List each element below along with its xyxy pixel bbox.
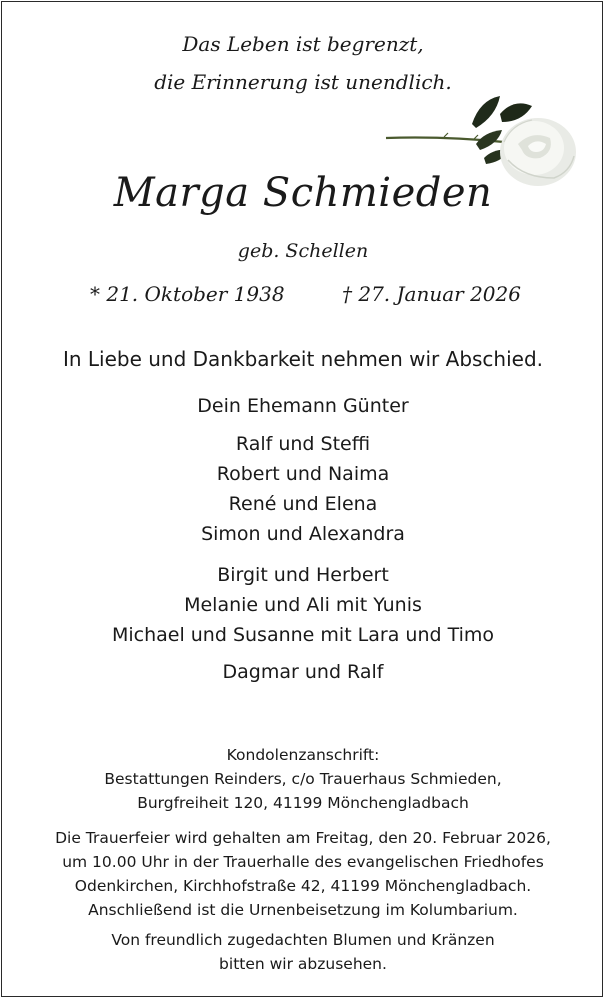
birth-name: geb. Schellen xyxy=(237,240,369,262)
condolence-label: Kondolenzanschrift: xyxy=(226,746,380,764)
mourner-line: Robert und Naima xyxy=(216,463,390,485)
flowers-note-line: bitten wir abzusehen. xyxy=(219,955,387,973)
mourner-line: Birgit und Herbert xyxy=(217,564,389,586)
farewell-intro: In Liebe und Dankbarkeit nehmen wir Abschied. xyxy=(62,347,544,371)
deceased-name: Marga Schmieden xyxy=(113,170,493,216)
service-info-line: Die Trauerfeier wird gehalten am Freitag, den 20. Februar 2026, xyxy=(55,829,551,847)
mourner-line: Dagmar und Ralf xyxy=(222,661,384,683)
mourner-line: René und Elena xyxy=(228,493,378,515)
motto-line-1: Das Leben ist begrenzt, xyxy=(182,32,424,56)
service-info-line: Odenkirchen, Kirchhofstraße 42, 41199 Mönchengladbach. xyxy=(74,877,532,895)
motto-line-2: die Erinnerung ist unendlich. xyxy=(154,70,452,94)
mourner-line: Simon und Alexandra xyxy=(201,523,405,545)
service-info-line: Anschließend ist die Urnenbeisetzung im Kolumbarium. xyxy=(88,901,518,919)
mourner-line: Michael und Susanne mit Lara und Timo xyxy=(111,624,495,646)
flowers-note-line: Von freundlich zugedachten Blumen und Kränzen xyxy=(111,931,495,949)
mourner-line: Ralf und Steffi xyxy=(235,433,371,455)
birth-date: * 21. Oktober 1938 xyxy=(90,282,285,306)
death-date: † 27. Januar 2026 xyxy=(342,282,521,306)
mourner-spouse: Dein Ehemann Günter xyxy=(197,395,409,417)
condolence-address-line: Burgfreiheit 120, 41199 Mönchengladbach xyxy=(137,794,469,812)
mourner-line: Melanie und Ali mit Yunis xyxy=(184,594,422,616)
condolence-address-line: Bestattungen Reinders, c/o Trauerhaus Schmieden, xyxy=(104,770,502,788)
service-info-line: um 10.00 Uhr in der Trauerhalle des evangelischen Friedhofes xyxy=(62,853,544,871)
